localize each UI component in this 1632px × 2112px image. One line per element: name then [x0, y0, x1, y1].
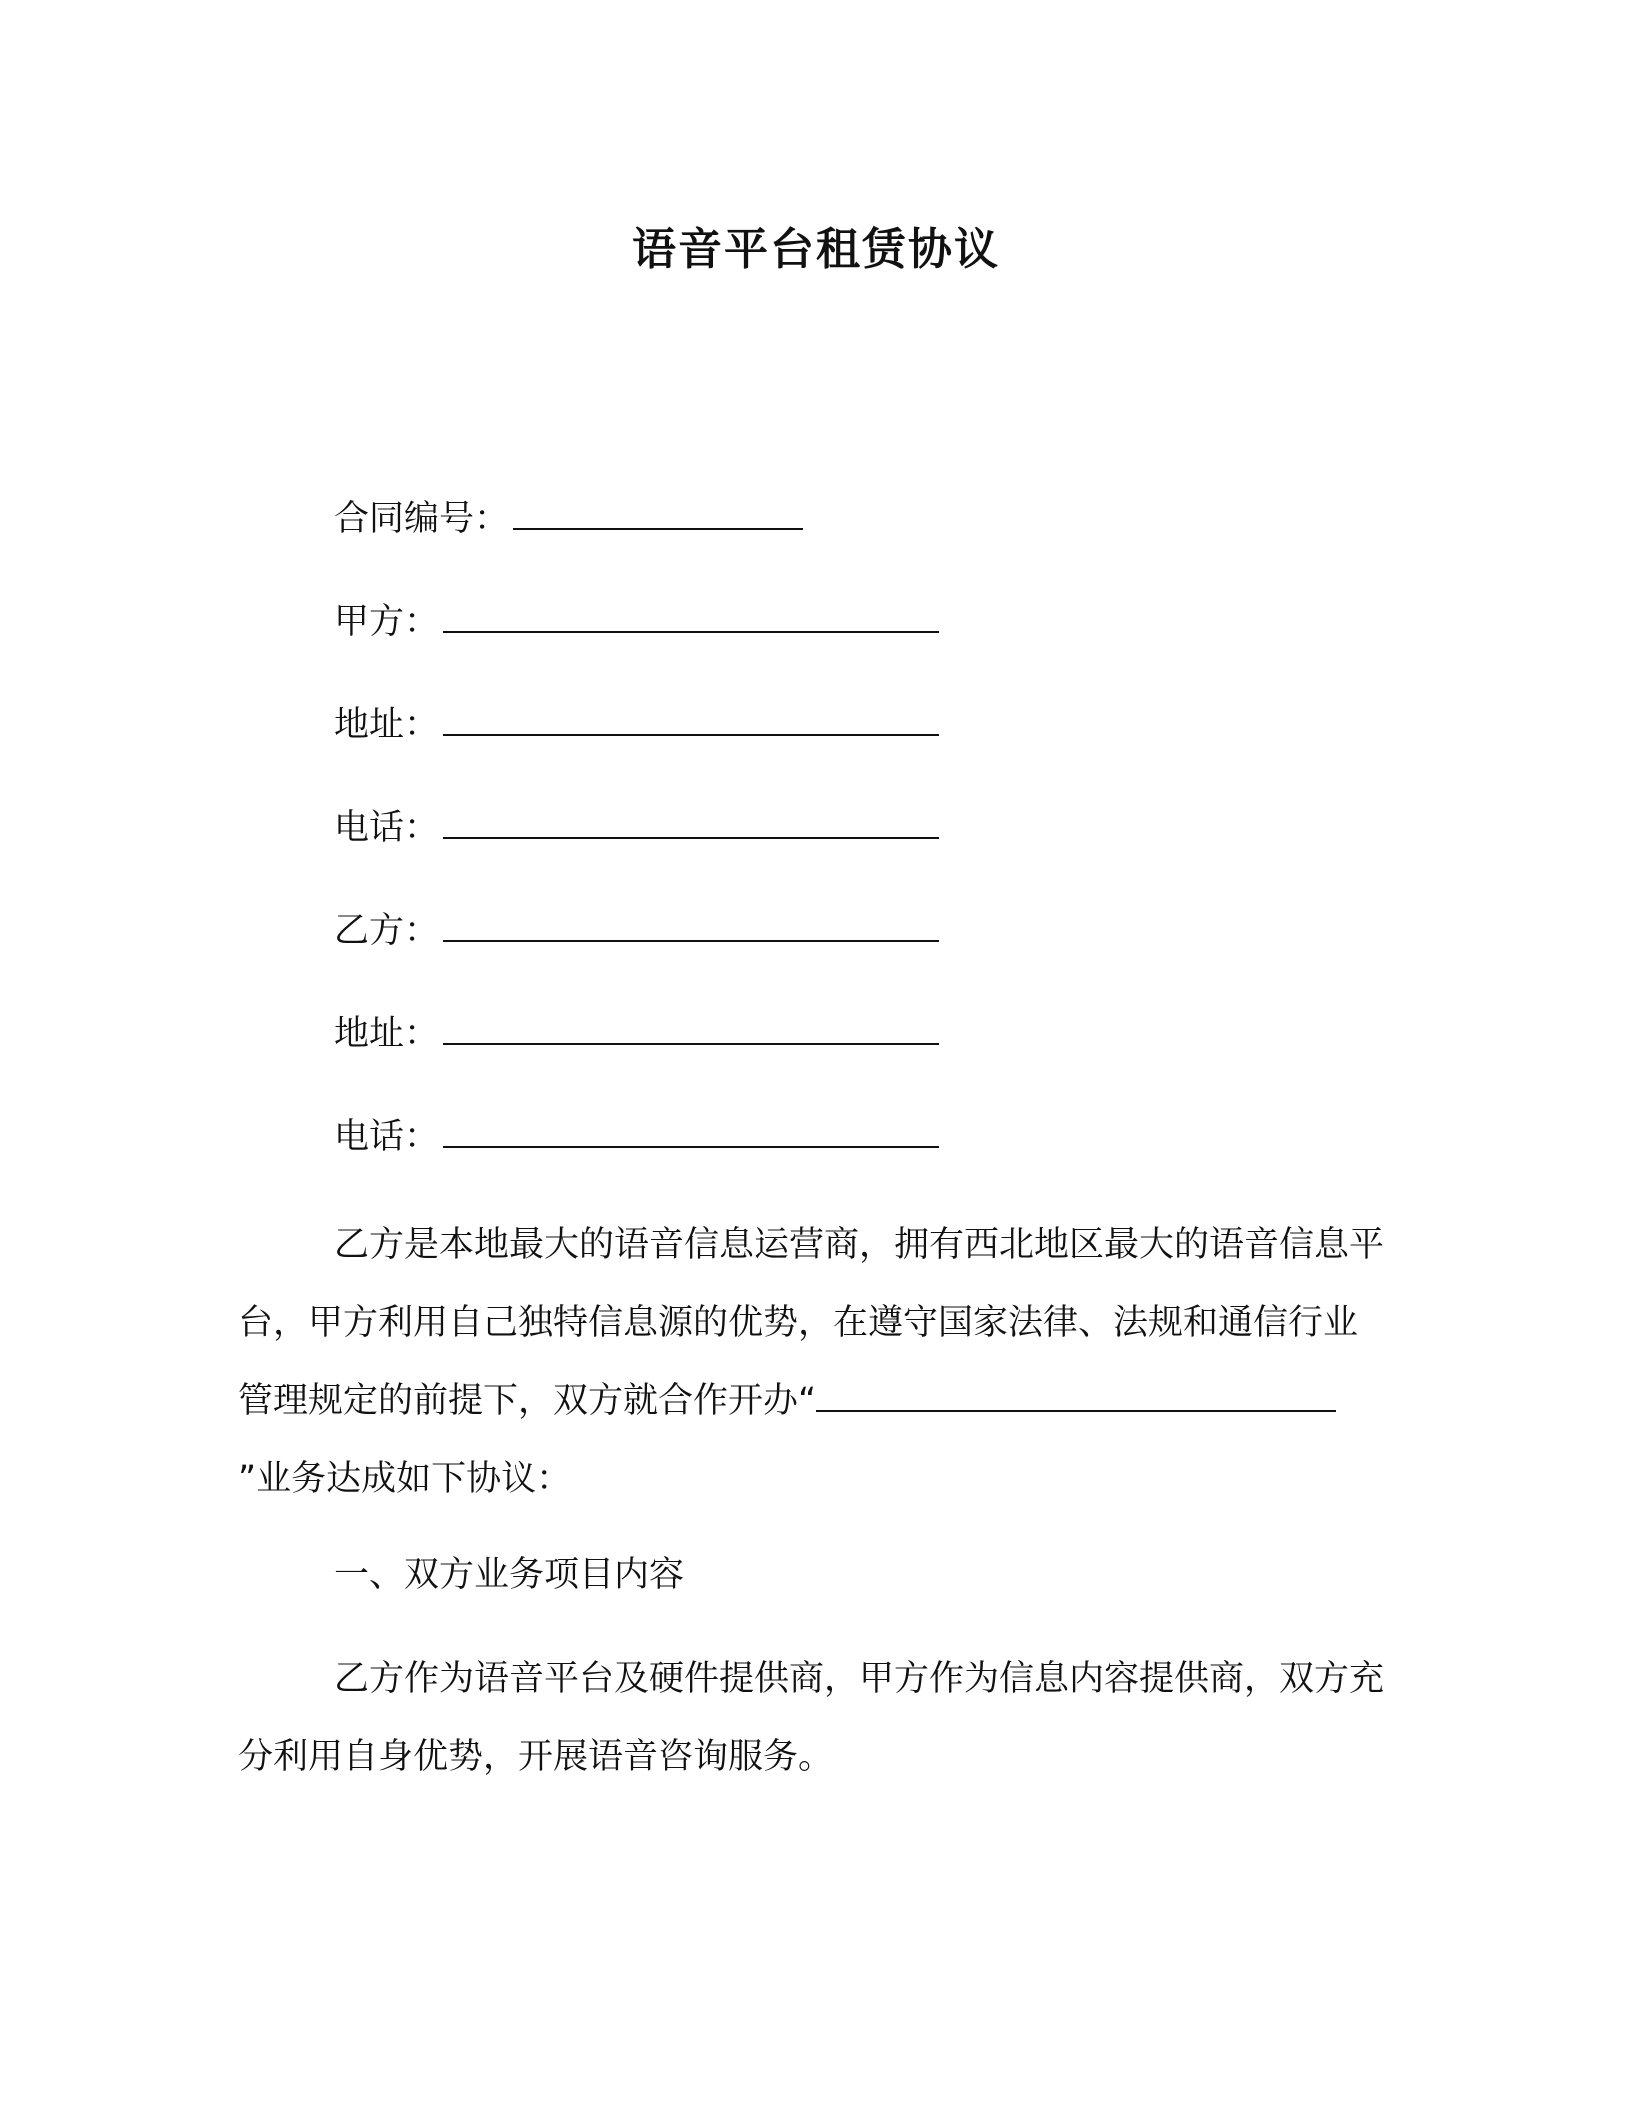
party-a-phone-blank [443, 807, 939, 839]
section-1-body: 乙方作为语音平台及硬件提供商，甲方作为信息内容提供商，双方充分利用自身优势，开展语音咨询服务。 [238, 1659, 1385, 1777]
open-quote: “ [798, 1381, 817, 1421]
document-title: 语音平台租赁协议 [632, 224, 1000, 275]
intro-paragraph [238, 1206, 1388, 1518]
party-b-phone-field [334, 1112, 939, 1162]
party-b-phone-blank [443, 1116, 939, 1148]
intro-text: 乙方是本地最大的语音信息运营商，拥有西北地区最大的语音信息平台，甲方利用自己独特信息源的优势，在遵守国家法律、法规和通信行业管理规定的前提下，双方就合作开办 [238, 1225, 1385, 1421]
party-b-address-field [334, 1009, 939, 1059]
contract-number-blank [513, 498, 803, 530]
party-b-address-label: 地址： [334, 1014, 440, 1054]
party-b-label: 乙方： [334, 911, 440, 951]
party-a-label: 甲方： [334, 602, 440, 642]
intro-text-end: 业务达成如下协议： [256, 1459, 572, 1499]
party-a-address-field [334, 700, 939, 750]
party-b-field [334, 906, 939, 956]
party-b-phone-label: 电话： [334, 1117, 440, 1157]
party-a-blank [443, 601, 939, 633]
close-quote: ” [238, 1459, 257, 1499]
party-b-blank [443, 910, 939, 942]
party-a-phone-field [334, 803, 939, 853]
party-a-address-label: 地址： [334, 705, 440, 745]
section-1-heading: 一、双方业务项目内容 [334, 1555, 685, 1595]
party-a-phone-label: 电话： [334, 808, 440, 848]
business-name-blank [816, 1380, 1336, 1412]
contract-number-field [334, 494, 803, 544]
party-a-field [334, 597, 939, 647]
party-b-address-blank [443, 1013, 939, 1045]
party-a-address-blank [443, 704, 939, 736]
contract-number-label: 合同编号： [334, 499, 510, 539]
